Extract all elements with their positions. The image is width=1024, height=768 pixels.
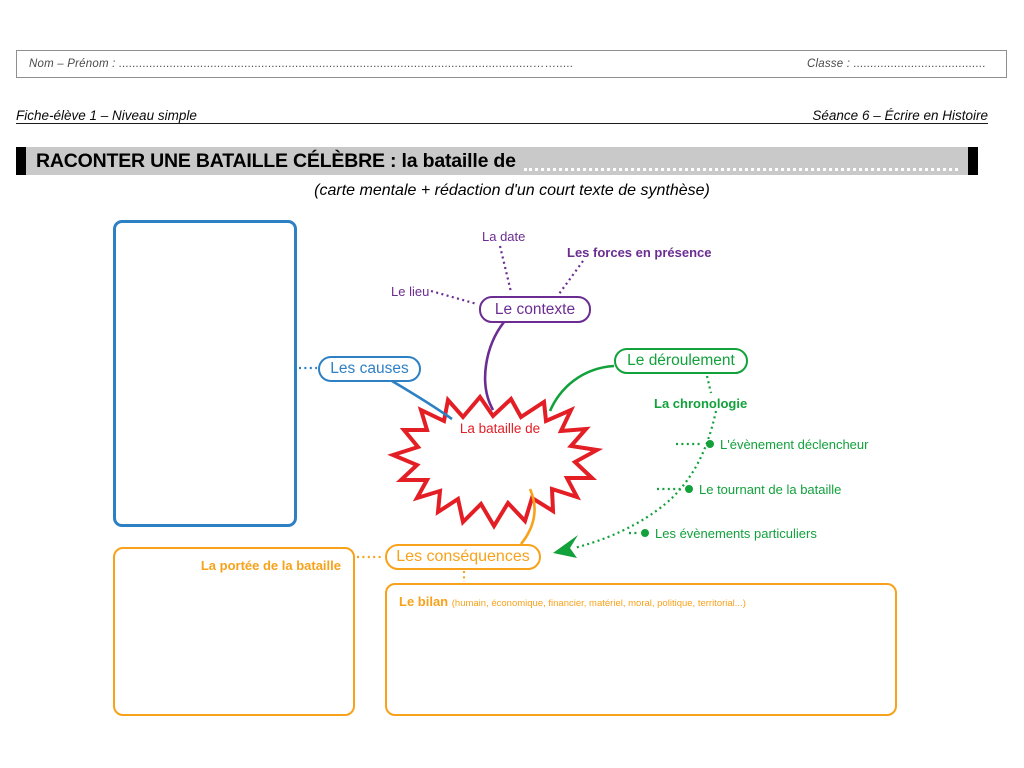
class-label: Classe : (807, 58, 851, 70)
battle-starburst-shape (393, 397, 597, 526)
bilan-writing-box[interactable] (385, 583, 897, 716)
deroulement-node (614, 348, 748, 374)
name-label: Nom – Prénom : (29, 58, 116, 70)
bilan-detail: (humain, économique, financier, matériel, moral, politique, territorial...) (451, 598, 746, 609)
chronologie-label: La chronologie (654, 396, 748, 411)
date-label: La date (482, 229, 526, 244)
arrowhead-icon (553, 535, 578, 558)
deroulement-branch-curve (550, 366, 614, 411)
page-subtitle: (carte mentale + rédaction d'un court texte de synthèse) (314, 182, 710, 199)
portee-writing-box[interactable] (113, 547, 355, 716)
forces-dotted-link (559, 261, 583, 294)
bullet-dot-icon (706, 440, 714, 448)
sheet-name-label: Fiche-élève 1 – Niveau simple (16, 108, 197, 123)
lieu-label: Le lieu (391, 284, 430, 299)
event-3-label: Les évènements particuliers (655, 525, 817, 541)
bullet-dot-icon (685, 485, 693, 493)
consequences-node (385, 544, 541, 570)
deroulement-label: Le déroulement (627, 352, 735, 369)
causes-node (318, 356, 421, 382)
consequences-label: Les conséquences (396, 548, 530, 565)
chronologie-dotted-link (707, 376, 711, 393)
contexte-node (479, 296, 591, 323)
contexte-branch-curve (485, 322, 504, 410)
list-item (685, 482, 841, 496)
bullet-dot-icon (641, 529, 649, 537)
causes-writing-box[interactable] (113, 220, 297, 527)
list-item (641, 526, 817, 540)
portee-label: La portée de la bataille (200, 558, 341, 573)
name-fill-in-dots[interactable]: ..........................................................................................................................……..... (118, 58, 574, 70)
battle-center-label: La bataille de (459, 421, 541, 436)
lieu-dotted-link (431, 291, 477, 304)
session-label: Séance 6 – Écrire en Histoire (812, 108, 988, 123)
class-fill-in-dots[interactable]: ....................................... (853, 58, 986, 70)
causes-label: Les causes (330, 360, 409, 377)
event-1-label: L'évènement déclencheur (720, 436, 869, 452)
date-dotted-link (500, 246, 511, 292)
forces-label: Les forces en présence (567, 245, 712, 260)
page-title: RACONTER UNE BATAILLE CÉLÈBRE : la bataille de (36, 149, 516, 172)
bilan-label: Le bilan (humain, économique, financier, matériel, moral, politique, territorial...) (399, 594, 746, 609)
contexte-label: Le contexte (494, 300, 576, 318)
list-item (706, 437, 868, 451)
event-2-label: Le tournant de la bataille (699, 481, 842, 497)
